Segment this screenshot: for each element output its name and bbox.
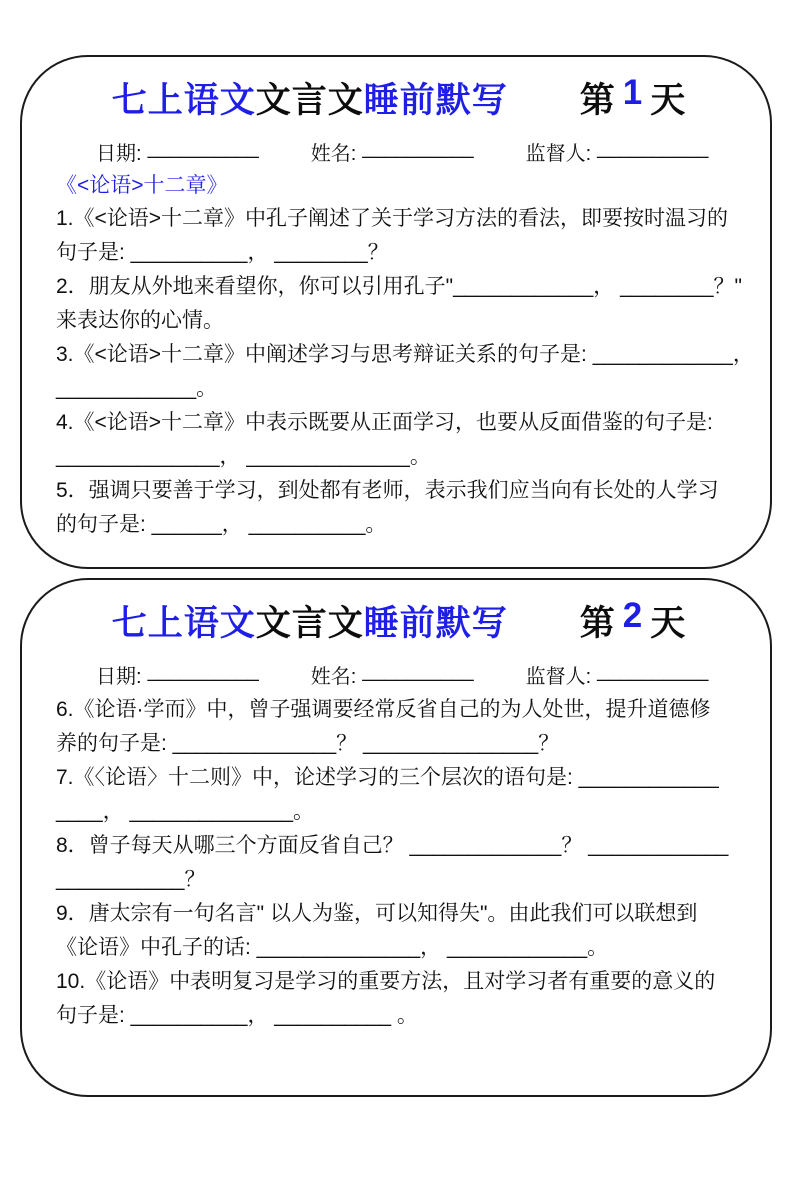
day-prefix: 第: [579, 81, 616, 120]
date-blank: __________: [147, 137, 259, 159]
worksheet-card-day1: [20, 55, 772, 569]
supervisor-label: 监督人:: [525, 666, 592, 688]
title-subject-label: 文言文: [255, 81, 364, 120]
header-fields-row: [96, 137, 742, 166]
title-course-label: 七上语文: [111, 604, 256, 643]
question-9-line-1: 9．唐太宗有一句名言" 以人为鉴，可以知得失"。由此我们可以联想到: [56, 902, 698, 925]
question-5-line-2: 的句子是: ______， __________。: [56, 513, 387, 536]
day-number: 1: [622, 73, 644, 112]
name-label: 姓名:: [310, 666, 357, 688]
section-heading: 《<论语>十二章》: [56, 174, 228, 197]
question-1-line-2: 句子是: __________， ________？: [56, 241, 389, 264]
question-6-line-1: 6.《论语·学而》中，曾子强调要经常反省自己的为人处世，提升道德修: [56, 698, 711, 721]
title-course-label: 七上语文: [111, 81, 256, 120]
question-10-line-1: 10.《论语》中表明复习是学习的重要方法，且对学习者有重要的意义的: [56, 970, 716, 993]
name-field: [311, 660, 474, 689]
question-4-line-1: 4.《<论语>十二章》中表示既要从正面学习，也要从反面借鉴的句子是:: [56, 411, 713, 434]
date-label: 日期:: [96, 143, 142, 165]
card-title-day1: [56, 73, 742, 123]
card-title-day2: [56, 596, 742, 646]
name-blank: __________: [362, 660, 474, 682]
title-activity-label: 睡前默写: [363, 604, 508, 643]
header-fields-row: [96, 660, 742, 689]
name-label: 姓名:: [310, 143, 357, 165]
question-3-line-2: ____________。: [56, 377, 218, 400]
day-indicator: [580, 596, 687, 646]
supervisor-field: [526, 137, 709, 166]
date-field: [96, 660, 259, 689]
date-blank: __________: [147, 660, 259, 682]
question-2-line-2: 来表达你的心情。: [56, 309, 224, 332]
day-indicator: [580, 73, 687, 123]
supervisor-field: [526, 660, 709, 689]
name-blank: __________: [362, 137, 474, 159]
question-7-line-1: 7.《〈论语〉十二则》中，论述学习的三个层次的语句是: ____________: [56, 766, 719, 789]
worksheet-card-day2: [20, 578, 772, 1097]
name-field: [311, 137, 474, 166]
supervisor-blank: __________: [597, 660, 709, 682]
title-activity-label: 睡前默写: [363, 81, 508, 120]
date-label: 日期:: [96, 666, 142, 688]
day-suffix: 天: [650, 604, 687, 643]
question-8-line-1: 8．曾子每天从哪三个方面反省自己？ _____________？ ____________: [56, 834, 729, 857]
title-subject-label: 文言文: [255, 604, 364, 643]
question-8-line-2: ___________？: [56, 868, 206, 891]
date-field: [96, 137, 259, 166]
day-suffix: 天: [650, 81, 687, 120]
supervisor-label: 监督人:: [525, 143, 592, 165]
day-number: 2: [622, 596, 644, 635]
question-6-line-2: 养的句子是: ______________？ _______________？: [56, 732, 560, 755]
question-1-line-1: 1.《<论语>十二章》中孔子阐述了关于学习方法的看法，即要按时温习的: [56, 207, 729, 230]
question-3-line-1: 3.《<论语>十二章》中阐述学习与思考辩证关系的句子是: ____________，: [56, 343, 754, 366]
question-7-line-2: ____， ______________。: [56, 800, 315, 823]
question-5-line-1: 5．强调只要善于学习，到处都有老师，表示我们应当向有长处的人学习: [56, 479, 719, 502]
day-prefix: 第: [579, 604, 616, 643]
question-2-line-1: 2．朋友从外地来看望你，你可以引用孔子"____________， ________？": [56, 275, 743, 298]
supervisor-blank: __________: [597, 137, 709, 159]
question-10-line-2: 句子是: __________， __________ 。: [56, 1004, 418, 1027]
question-4-line-2: ______________， ______________。: [56, 445, 431, 468]
question-9-line-2: 《论语》中孔子的话: ______________， ____________。: [56, 936, 609, 959]
